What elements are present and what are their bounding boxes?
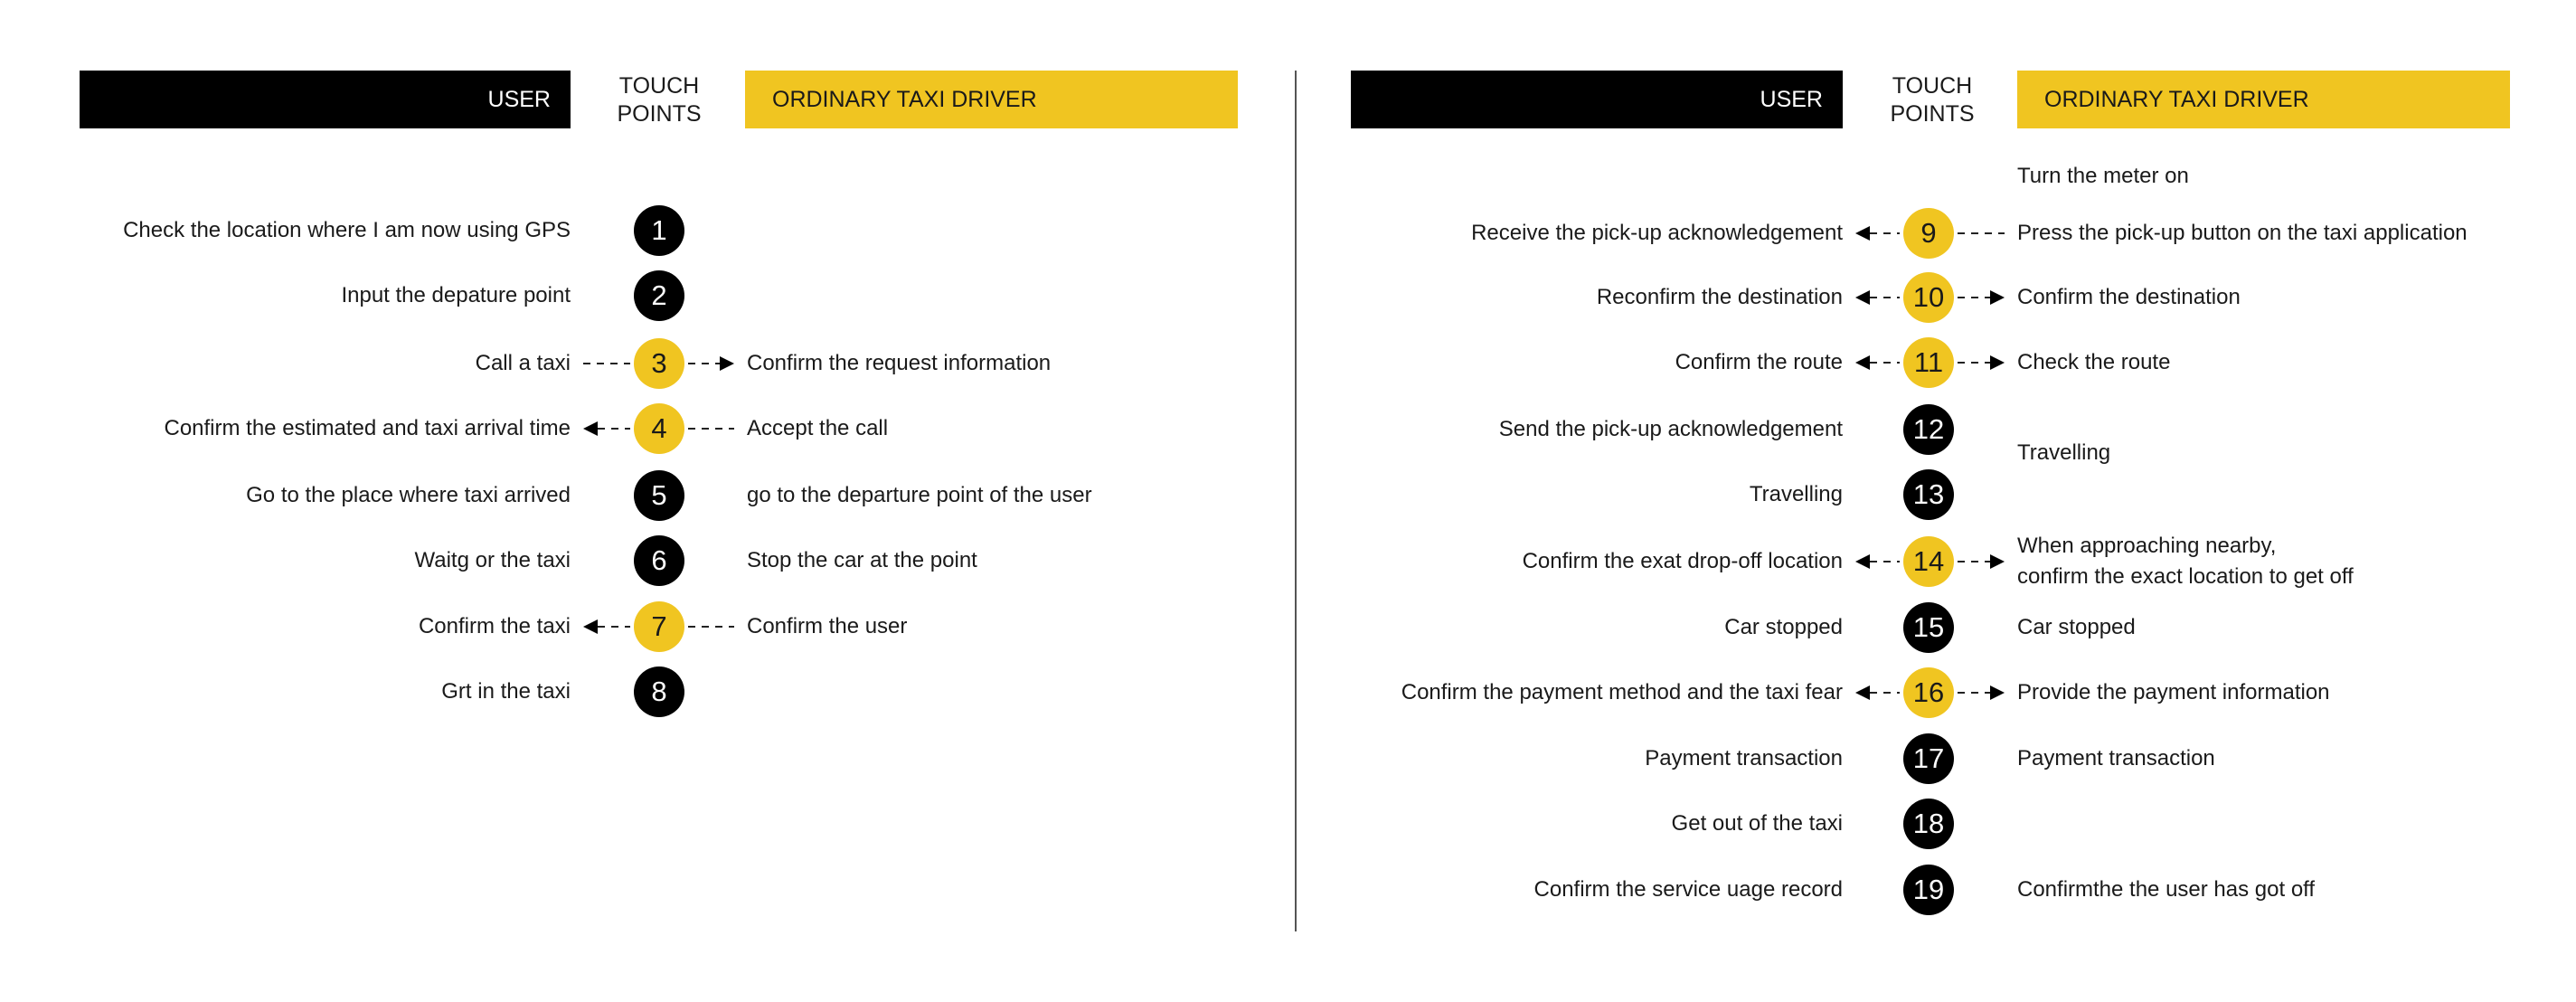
user-action-16: Confirm the payment method and the taxi fear [1401,680,1843,704]
user-action-9: Receive the pick-up acknowledgement [1471,221,1843,245]
connector-left-3 [581,354,632,373]
touch-points-label-line2-right: POINTS [1890,101,1975,127]
connector-right-9 [1956,224,2006,242]
driver-action-line: Confirmthe the user has got off [2017,877,2316,902]
user-action-13: Travelling [1749,482,1843,506]
driver-header-label-right: ORDINARY TAXI DRIVER [2044,86,2309,112]
driver-action-7 [747,611,907,642]
user-action-19: Confirm the service uage record [1533,877,1843,902]
connector-right-16 [1956,684,2006,702]
touch-point-number-5: 5 [634,470,684,521]
connector-right-4 [686,420,736,438]
connector-right-3 [686,354,736,373]
travelling-note: Travelling [2017,440,2111,465]
connector-left-16 [1854,684,1901,702]
arrow-right-icon [1990,290,2005,305]
connector-right-14 [1956,553,2006,571]
panel-divider [1295,71,1297,931]
touch-points-header [605,72,713,128]
driver-action-3 [747,348,1051,379]
touch-point-number-16: 16 [1903,667,1954,718]
driver-action-6 [747,545,977,576]
connector-left-14 [1854,553,1901,571]
touch-point-number-7: 7 [634,601,684,652]
driver-action-line: Confirm the user [747,614,908,638]
driver-action-line: Confirm the request information [747,351,1052,375]
user-column-header [80,71,571,128]
arrow-left-icon [1855,226,1870,241]
arrow-left-icon [583,619,598,634]
arrow-left-icon [1855,355,1870,370]
driver-action-14 [2017,531,2354,592]
connector-left-11 [1854,354,1901,372]
touch-point-number-13: 13 [1903,469,1954,520]
user-action-6: Waitg or the taxi [414,548,571,572]
driver-action-19 [2017,874,2315,905]
touch-points-label-line1: TOUCH [618,73,700,99]
meter-note: Turn the meter on [2017,164,2189,188]
user-action-8: Grt in the taxi [441,679,571,704]
user-action-11: Confirm the route [1675,350,1843,374]
user-action-4: Confirm the estimated and taxi arrival time [164,416,571,440]
driver-action-10 [2017,282,2241,313]
touch-point-number-15: 15 [1903,602,1954,653]
connector-right-11 [1956,354,2006,372]
driver-action-line: Provide the payment information [2017,680,2330,704]
driver-action-line: confirm the exact location to get off [2017,564,2354,589]
driver-action-11 [2017,347,2170,378]
touch-points-header-right [1878,72,1986,128]
user-action-10: Reconfirm the destination [1596,285,1843,309]
arrow-left-icon [1855,554,1870,569]
arrow-left-icon [1855,290,1870,305]
driver-action-line: Check the route [2017,350,2171,374]
touch-point-number-9: 9 [1903,208,1954,259]
driver-column-header-right [2017,71,2510,128]
connector-right-7 [686,618,736,636]
driver-action-line: go to the departure point of the user [747,483,1092,507]
driver-action-line: Press the pick-up button on the taxi application [2017,221,2467,245]
user-action-1: Check the location where I am now using GPS [123,218,571,242]
driver-action-4 [747,413,888,444]
connector-left-7 [581,618,632,636]
driver-action-16 [2017,677,2330,708]
touch-point-number-3: 3 [634,338,684,389]
user-action-3: Call a taxi [475,351,571,375]
touch-point-number-2: 2 [634,270,684,321]
driver-column-header [745,71,1238,128]
user-action-7: Confirm the taxi [418,614,571,638]
user-action-14: Confirm the exat drop-off location [1522,549,1843,573]
connector-left-10 [1854,288,1901,307]
arrow-right-icon [1990,685,2005,700]
touch-point-number-17: 17 [1903,733,1954,784]
arrow-left-icon [583,421,598,436]
touch-point-number-6: 6 [634,535,684,586]
user-header-label: USER [487,86,551,112]
user-action-5: Go to the place where taxi arrived [246,483,571,507]
touch-point-number-8: 8 [634,666,684,717]
user-action-2: Input the depature point [341,283,571,307]
touch-points-label-line1-right: TOUCH [1892,73,1973,99]
connector-left-9 [1854,224,1901,242]
arrow-right-icon [1990,355,2005,370]
touch-point-number-19: 19 [1903,865,1954,915]
touch-point-number-1: 1 [634,205,684,256]
touch-point-number-10: 10 [1903,272,1954,323]
arrow-right-icon [1990,554,2005,569]
user-action-15: Car stopped [1724,615,1843,639]
touch-point-number-18: 18 [1903,799,1954,849]
connector-left-4 [581,420,632,438]
driver-action-9 [2017,218,2467,249]
touch-point-number-4: 4 [634,403,684,454]
touch-points-label-line2: POINTS [617,101,702,127]
user-action-17: Payment transaction [1645,746,1843,770]
user-action-18: Get out of the taxi [1671,811,1843,836]
touch-point-number-12: 12 [1903,404,1954,455]
driver-action-line: Payment transaction [2017,746,2215,770]
driver-action-line: Confirm the destination [2017,285,2241,309]
touch-point-number-14: 14 [1903,536,1954,587]
driver-action-line: Car stopped [2017,615,2136,639]
arrow-left-icon [1855,685,1870,700]
driver-action-line: Accept the call [747,416,889,440]
driver-action-5 [747,480,1092,511]
user-action-12: Send the pick-up acknowledgement [1498,417,1843,441]
driver-action-line: Stop the car at the point [747,548,977,572]
arrow-right-icon [720,356,734,371]
driver-header-label: ORDINARY TAXI DRIVER [772,86,1037,112]
driver-action-15 [2017,612,2136,643]
user-column-header-right [1351,71,1843,128]
connector-right-10 [1956,288,2006,307]
driver-action-line: When approaching nearby, [2017,534,2277,558]
driver-action-17 [2017,743,2215,774]
touch-point-number-11: 11 [1903,337,1954,388]
user-header-label-right: USER [1760,86,1823,112]
